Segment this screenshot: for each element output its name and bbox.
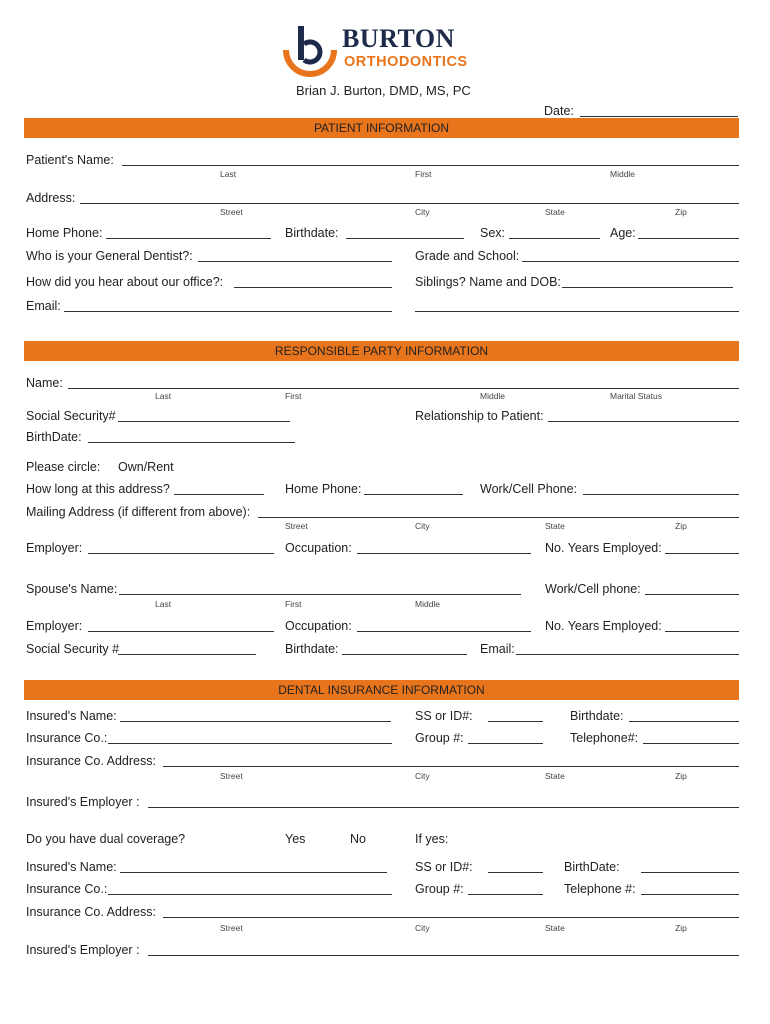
sub-last: Last [155, 391, 172, 401]
rp-home-phone-label: Home Phone: [285, 482, 362, 496]
ins-employer-field[interactable] [148, 807, 739, 808]
rp-home-phone-field[interactable] [364, 494, 463, 495]
siblings-field-2[interactable] [415, 311, 739, 312]
sub-city: City [415, 521, 430, 531]
spouse-employer-label: Employer: [26, 619, 83, 633]
sub-first: First [285, 391, 302, 401]
sub-middle: Middle [480, 391, 506, 401]
ins-birthdate-field[interactable] [629, 721, 739, 722]
spouse-name-field[interactable] [119, 594, 521, 595]
group-2-field[interactable] [468, 894, 543, 895]
group-label: Group #: [415, 731, 464, 745]
logo-name: BURTON [342, 24, 455, 53]
ss-id-label: SS or ID#: [415, 709, 473, 723]
rp-relationship-label: Relationship to Patient: [415, 409, 544, 423]
telephone-field[interactable] [643, 743, 739, 744]
mailing-address-label: Mailing Address (if different from above): [26, 505, 251, 519]
doctor-name: Brian J. Burton, DMD, MS, PC [296, 83, 471, 98]
email-field[interactable] [64, 311, 392, 312]
rp-years-field[interactable] [665, 553, 739, 554]
rp-name-field[interactable] [68, 388, 739, 389]
date-field[interactable] [580, 116, 738, 117]
hear-field[interactable] [234, 287, 392, 288]
spouse-birthdate-label: Birthdate: [285, 642, 339, 656]
telephone-2-field[interactable] [641, 894, 739, 895]
sub-marital: Marital Status [610, 391, 662, 401]
ins-company-field[interactable] [108, 743, 392, 744]
sub-state: State [545, 521, 565, 531]
spouse-years-field[interactable] [665, 631, 739, 632]
grade-field[interactable] [522, 261, 739, 262]
insured-name-field[interactable] [120, 721, 391, 722]
patient-name-label: Patient's Name: [26, 153, 114, 167]
ins-company-2-field[interactable] [108, 894, 392, 895]
age-label: Age: [610, 226, 636, 240]
sub-zip: Zip [675, 771, 687, 781]
ins-address-field[interactable] [163, 766, 739, 767]
if-yes-label: If yes: [415, 832, 449, 846]
telephone-2-label: Telephone #: [564, 882, 636, 896]
own-rent-option[interactable]: Own/Rent [118, 460, 174, 474]
spouse-occupation-field[interactable] [357, 631, 531, 632]
dentist-field[interactable] [198, 261, 392, 262]
ins-address-2-field[interactable] [163, 917, 739, 918]
sub-middle: Middle [415, 599, 441, 609]
spouse-name-label: Spouse's Name: [26, 582, 118, 596]
responsible-party-header: RESPONSIBLE PARTY INFORMATION [24, 341, 739, 361]
ins-employer-label: Insured's Employer : [26, 795, 140, 809]
dual-no-option[interactable]: No [350, 832, 366, 846]
spouse-years-label: No. Years Employed: [545, 619, 662, 633]
rp-work-cell-label: Work/Cell Phone: [480, 482, 578, 496]
spouse-phone-field[interactable] [645, 594, 739, 595]
sub-last: Last [220, 169, 237, 179]
rp-name-label: Name: [26, 376, 63, 390]
sub-city: City [415, 771, 430, 781]
birthdate-label: Birthdate: [285, 226, 339, 240]
sub-city: City [415, 923, 430, 933]
sub-state: State [545, 923, 565, 933]
rp-employer-field[interactable] [88, 553, 274, 554]
insured-name-2-field[interactable] [120, 872, 387, 873]
rp-birthdate-field[interactable] [88, 442, 295, 443]
ins-employer-2-field[interactable] [148, 955, 739, 956]
email-label: Email: [26, 299, 61, 313]
sub-first: First [285, 599, 302, 609]
please-circle-label: Please circle: [26, 460, 101, 474]
ins-address-2-label: Insurance Co. Address: [26, 905, 156, 919]
mailing-address-field[interactable] [258, 517, 739, 518]
sex-label: Sex: [480, 226, 506, 240]
ins-company-2-label: Insurance Co.: [26, 882, 108, 896]
ins-birthdate-label: Birthdate: [570, 709, 624, 723]
patient-info-header: PATIENT INFORMATION [24, 118, 739, 138]
sub-state: State [545, 771, 565, 781]
rp-years-label: No. Years Employed: [545, 541, 662, 555]
hear-label: How did you hear about our office?: [26, 275, 224, 289]
spouse-email-field[interactable] [516, 654, 739, 655]
sub-street: Street [220, 207, 243, 217]
spouse-occupation-label: Occupation: [285, 619, 352, 633]
dual-yes-option[interactable]: Yes [285, 832, 306, 846]
dual-coverage-label: Do you have dual coverage? [26, 832, 186, 846]
rp-ssn-field[interactable] [118, 421, 290, 422]
sub-street: Street [285, 521, 308, 531]
age-field[interactable] [638, 238, 739, 239]
group-2-label: Group #: [415, 882, 464, 896]
how-long-field[interactable] [174, 494, 264, 495]
spouse-email-label: Email: [480, 642, 515, 656]
insured-name-2-label: Insured's Name: [26, 860, 117, 874]
sex-field[interactable] [509, 238, 600, 239]
grade-label: Grade and School: [415, 249, 520, 263]
home-phone-field[interactable] [106, 238, 271, 239]
address-label: Address: [26, 191, 76, 205]
patient-name-field[interactable] [122, 165, 739, 166]
spouse-employer-field[interactable] [88, 631, 274, 632]
sub-city: City [415, 207, 430, 217]
dental-insurance-header: DENTAL INSURANCE INFORMATION [24, 680, 739, 700]
rp-work-cell-field[interactable] [583, 494, 739, 495]
ins-birthdate-2-label: BirthDate: [564, 860, 620, 874]
rp-occupation-label: Occupation: [285, 541, 352, 555]
home-phone-label: Home Phone: [26, 226, 103, 240]
siblings-label: Siblings? Name and DOB: [415, 275, 561, 289]
logo-subtitle: ORTHODONTICS [344, 54, 468, 70]
insured-name-label: Insured's Name: [26, 709, 117, 723]
ss-id-2-field[interactable] [488, 872, 543, 873]
sub-state: State [545, 207, 565, 217]
spouse-ssn-label: Social Security # [26, 642, 120, 656]
sub-last: Last [155, 599, 172, 609]
spouse-ssn-field[interactable] [118, 654, 256, 655]
ss-id-field[interactable] [488, 721, 543, 722]
sub-street: Street [220, 923, 243, 933]
birthdate-field[interactable] [346, 238, 464, 239]
rp-occupation-field[interactable] [357, 553, 531, 554]
rp-relationship-field[interactable] [548, 421, 739, 422]
ins-address-label: Insurance Co. Address: [26, 754, 156, 768]
rp-birthdate-label: BirthDate: [26, 430, 82, 444]
sub-zip: Zip [675, 207, 687, 217]
rp-employer-label: Employer: [26, 541, 83, 555]
telephone-label: Telephone#: [570, 731, 639, 745]
ins-employer-2-label: Insured's Employer : [26, 943, 140, 957]
how-long-label: How long at this address? [26, 482, 170, 496]
logo [282, 22, 482, 78]
siblings-field[interactable] [562, 287, 733, 288]
date-label: Date: [544, 104, 574, 118]
rp-ssn-label: Social Security# [26, 409, 116, 423]
address-field[interactable] [80, 203, 739, 204]
sub-zip: Zip [675, 521, 687, 531]
sub-middle: Middle [610, 169, 636, 179]
spouse-phone-label: Work/Cell phone: [545, 582, 641, 596]
ins-birthdate-2-field[interactable] [641, 872, 739, 873]
sub-zip: Zip [675, 923, 687, 933]
spouse-birthdate-field[interactable] [342, 654, 467, 655]
ss-id-2-label: SS or ID#: [415, 860, 473, 874]
sub-first: First [415, 169, 432, 179]
group-field[interactable] [468, 743, 543, 744]
dentist-label: Who is your General Dentist?: [26, 249, 193, 263]
ins-company-label: Insurance Co.: [26, 731, 108, 745]
logo-mark-icon [282, 22, 342, 78]
sub-street: Street [220, 771, 243, 781]
